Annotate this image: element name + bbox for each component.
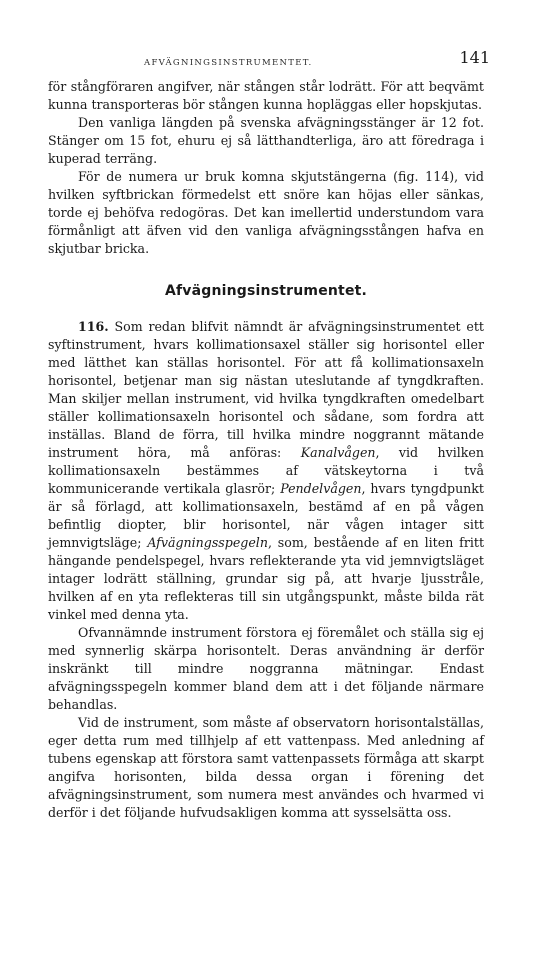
paragraph-116 <box>48 318 484 624</box>
paragraph-langd: Den vanliga längden på svenska afvägningsstänger är 12 fot. Stänger om 15 fot, ehuru ej så lätthandterliga, äro att föredraga i kuperad terräng. <box>48 115 484 166</box>
paragraph-116-text-1: Som redan blifvit nämndt är afvägningsinstrumentet ett syftinstrument, hvars kollimationsaxel ställer sig horisontel eller med lätthet kan ställas horisontel. För att få kollimationsaxeln horisontel, betjenar man sig nästan uteslutande af tyngdkraften. Man skiljer mellan instrument, vid hvilka tyngdkraften omedelbart ställer kollimationsaxeln horisontel och sådane, som fordra att inställas. Bland de förra, till hvilka mindre noggrannt mätande instrument höra, må anföras: <box>48 319 484 460</box>
paragraph-116-text-2: , vid hvilken kollimationsaxeln bestämmes af vätskeytorna i två kommunicerande vertikala glasrör; <box>48 445 484 496</box>
paragraph-116-text-3: , hvars tyngdpunkt är så förlagd, att kollimationsaxeln, bestämd af en på vågen befintlig diopter, blir horisontel, när vågen intager sitt jemnvigtsläge; <box>48 481 484 550</box>
term-afvagningsspegeln: Afvägningsspegeln <box>147 535 268 550</box>
page-number: 141 <box>459 48 490 67</box>
paragraph-skjutstanger: För de numera ur bruk komna skjutstängerna (fig. 114), vid hvilken syftbrickan förmedelst ett snöre kan höjas eller sänkas, torde ej behöfva redogöras. Det kan imellertid understundom vara förmånligt att äfven vid den vanliga afvägningsstången hafva en skjutbar bricka. <box>48 169 484 256</box>
paragraph-number: 116. <box>78 319 109 334</box>
page-header <box>48 44 490 78</box>
page-body <box>48 78 484 822</box>
term-kanalvagen: Kanalvågen <box>300 445 376 460</box>
paragraph-ofvannamnde: Ofvannämnde instrument förstora ej föremålet och ställa sig ej med synnerlig skärpa horisontelt. Deras användning är derför inskränkt till mindre noggranna mätningar. Endast afvägningsspegeln kommer bland dem att i det följande närmare behandlas. <box>48 625 484 712</box>
running-head: AFVÄGNINGSINSTRUMENTET. <box>144 58 313 68</box>
section-heading: Afvägningsinstrumentet. <box>164 283 368 299</box>
paragraph-stangforaren: för stångföraren angifver, när stången står lodrätt. För att beqvämt kunna transporteras bör stången kunna hopläggas eller hopskjutas. <box>48 79 484 112</box>
term-pendelvagen: Pendelvågen <box>280 481 362 496</box>
paragraph-116-text-4: , som, bestående af en liten fritt hängande pendelspegel, hvars reflekterande yta vid jemnvigtsläget intager lodrätt ställning, grundar sig på, att hvarje ljusstråle, hvilken af en yta reflekteras till sin utgångspunkt, måste bilda rät vinkel med denna yta. <box>48 535 485 622</box>
paragraph-vattenpass: Vid de instrument, som måste af observatorn horisontalställas, eger detta rum med tillhjelp af ett vattenpass. Med anledning af tubens egenskap att förstora samt vattenpassets förmåga att skarpt angifva horisonten, bilda dessa organ i förening det afvägningsinstrument, som numera mest användes och hvarmed vi derför i det följande hufvudsakligen komma att sysselsätta oss. <box>48 715 484 820</box>
